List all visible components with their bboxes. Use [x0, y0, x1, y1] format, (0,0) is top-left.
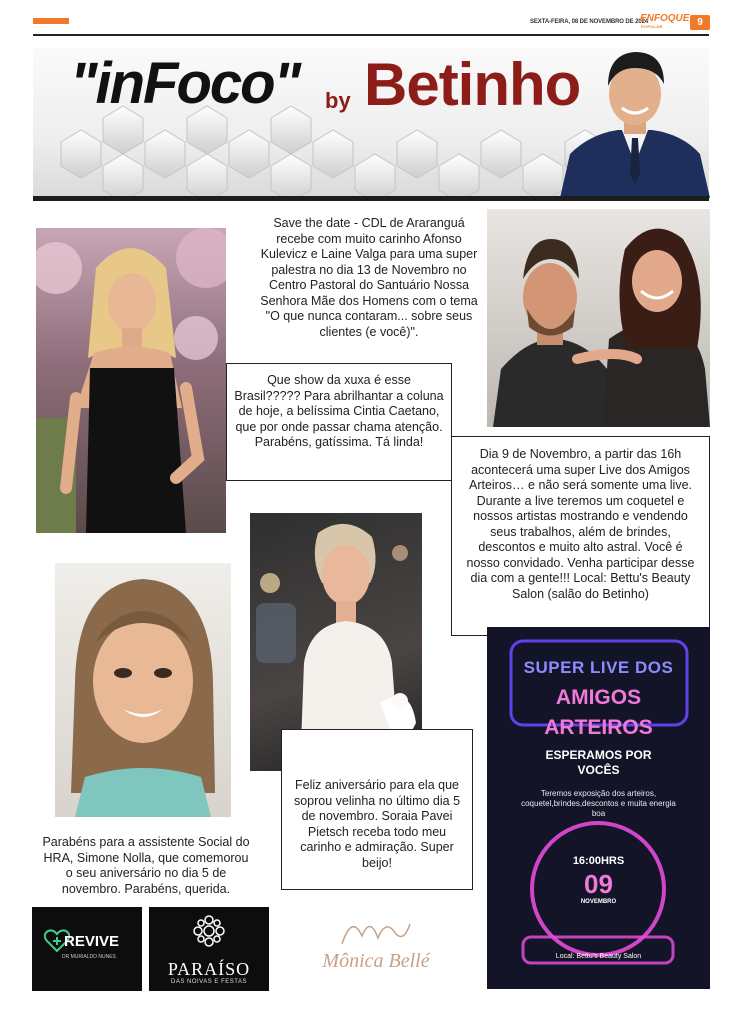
ad-paraiso-name: PARAÍSO: [167, 959, 251, 979]
photo-afonso-laine: [487, 209, 710, 427]
poster-location: Local: Bettu's Beauty Salon: [555, 953, 642, 960]
article-live-text: Dia 9 de Novembro, a partir das 16h acontecerá uma super Live dos Amigos Arteiros… e não será somente uma live. Durante a live teremos um coquetel e nossos artistas mostrando e vendendo seus trabalhos, além de brindes, descontos e muito alto astral. Você é nosso convidado. Venha participar desse dia com a gente!!! Local: Bettu's Beauty Salon (salão do Betinho): [451, 436, 710, 636]
article-simone-text: Parabéns para a assistente Social do HRA, Simone Nolla, que comemorou o seu aniversário no dia 5 de novembro. Parabéns, querida.: [42, 835, 250, 896]
poster-time: 16:00HRS: [572, 855, 625, 867]
ad-monica-belle: [296, 908, 456, 988]
poster-details: Teremos exposição dos arteiros, coquetel,brindes,descontos e muita energia boa: [521, 789, 676, 818]
article-cintia-text: Que show da xuxa é esse Brasil????? Para abrilhantar a coluna de hoje, a belíssima Cintia Caetano, que por onde passar chama atenção. Parabéns, gatíssima. Tá linda!: [226, 363, 452, 481]
photo-cintia-caetano: [36, 228, 226, 533]
column-title-by: by: [325, 88, 351, 113]
ad-revive-subtitle: DR MURIALDO NUNES: [62, 954, 116, 960]
banner-bottom-rule: [33, 196, 709, 201]
brand-subtitle: POPULAR: [641, 24, 663, 29]
column-title-infoco: "inFoco": [70, 51, 300, 116]
ad-revive-name: REVIVE: [64, 933, 120, 950]
monica-monogram-icon: [338, 912, 414, 948]
event-poster: [487, 627, 710, 989]
photo-simone-nolla: [55, 563, 231, 817]
header-date: SEXTA-FEIRA, 08 DE NOVEMBRO DE 2024: [530, 19, 649, 25]
columnist-photo: [560, 34, 710, 198]
poster-title-line2: AMIGOS: [555, 686, 642, 709]
ad-revive: [32, 907, 142, 991]
poster-day: 09: [584, 869, 613, 899]
article-cdl-text: Save the date - CDL de Araranguá recebe com muito carinho Afonso Kulevicz e Laine Valga para uma super palestra no dia 13 de Novembro no Centro Pastoral do Santuário Nossa Senhora Mãe dos Homens com o tema "O que nunca contaram... sobre seus clientes (e você)".: [260, 216, 478, 339]
page-number-badge: 9: [690, 15, 710, 30]
brand-logo: ENFOQUE: [640, 13, 690, 24]
poster-month: NOVEMBRO: [580, 899, 617, 905]
floral-ornament-icon: [191, 913, 227, 949]
article-soraia-text: Feliz aniversário para ela que soprou velinha no último dia 5 de novembro. Soraia Pavei Pietsch receba todo meu carinho e admiração. Super beijo!: [281, 729, 473, 890]
column-title-betinho: Betinho: [364, 51, 581, 118]
ad-paraiso: [149, 907, 269, 991]
poster-title-line3: ARTEIROS: [544, 716, 653, 739]
header-accent-bar: [33, 18, 69, 24]
ad-paraiso-subtitle: DAS NOIVAS E FESTAS: [171, 979, 247, 985]
ad-monica-name: Mônica Bellé: [322, 950, 430, 972]
poster-title-line1: SUPER LIVE DOS: [523, 658, 674, 677]
poster-subtitle: ESPERAMOS POR VOCÊS: [545, 748, 652, 777]
